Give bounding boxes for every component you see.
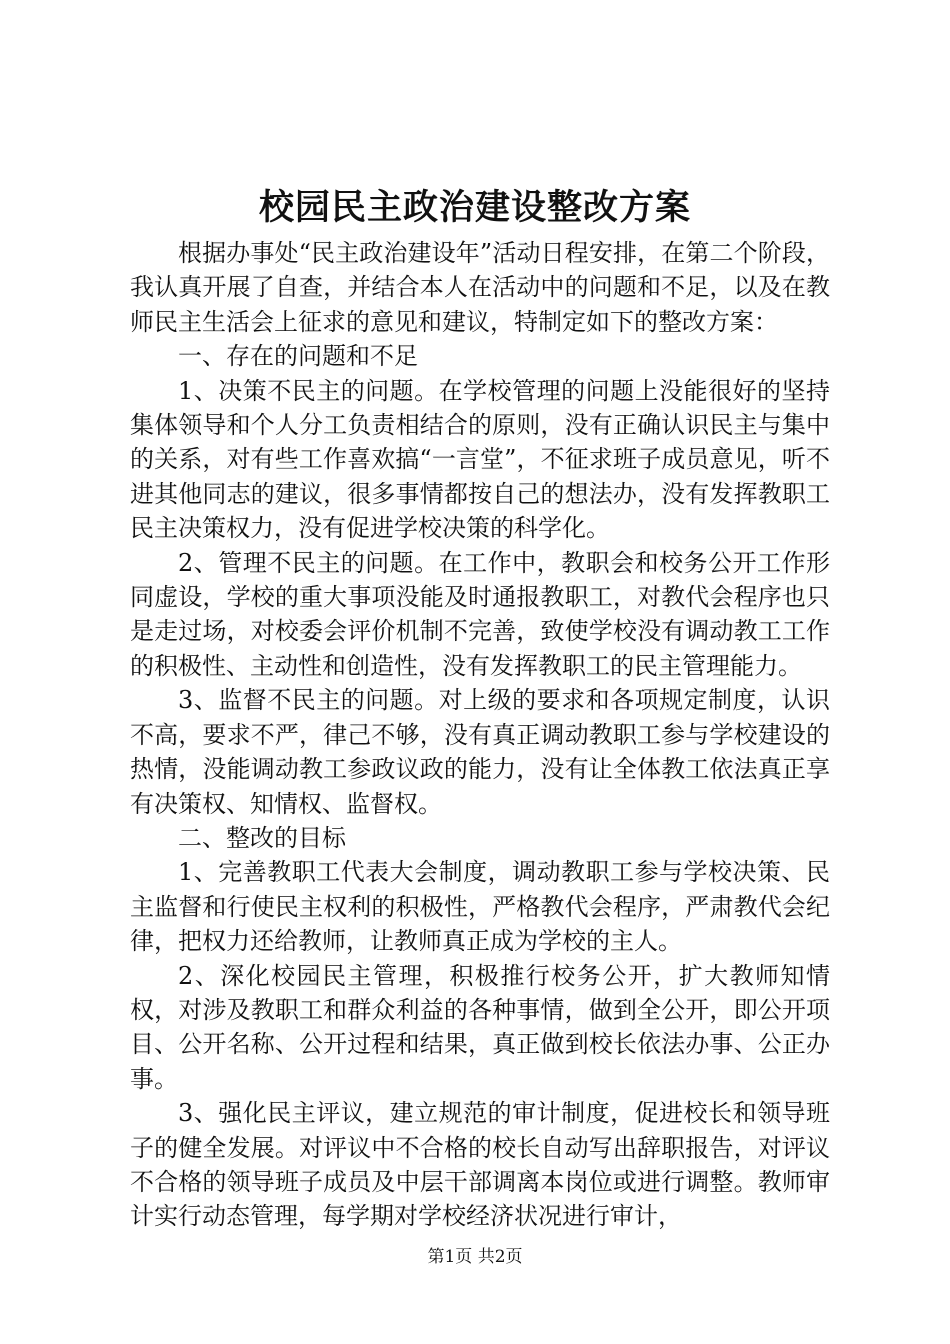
page-number-footer: 第1页 共2页 [427,1247,523,1267]
paragraph-problem-2: 2、管理不民主的问题。在工作中，教职会和校务公开工作形同虚设，学校的重大事项没能及时通报教职工，对教代会程序也只是走过场，对校委会评价机制不完善，致使学校没有调动教工工作的积极性、主动性和创造性，没有发挥教职工的民主管理能力。 [130,548,830,680]
section-heading-problems: 一、存在的问题和不足 [178,342,418,371]
paragraph-goal-2: 2、深化校园民主管理，积极推行校务公开，扩大教师知情权，对涉及教职工和群众利益的各种事情，做到全公开，即公开项目、公开名称、公开过程和结果，真正做到校长依法办事、公正办事。 [130,961,830,1093]
document-body [130,236,830,1234]
paragraph-goal-1: 1、完善教职工代表大会制度，调动教职工参与学校决策、民主监督和行使民主权利的积极性，严格教代会程序，严肃教代会纪律，把权力还给教师，让教师真正成为学校的主人。 [130,858,830,956]
paragraph-intro: 根据办事处“民主政治建设年”活动日程安排，在第二个阶段，我认真开展了自查，并结合本人在活动中的问题和不足，以及在教师民主生活会上征求的意见和建议，特制定如下的整改方案： [130,239,830,336]
paragraph-problem-3: 3、监督不民主的问题。对上级的要求和各项规定制度，认识不高，要求不严，律己不够，没有真正调动教职工参与学校建设的热情，没能调动教工参政议政的能力，没有让全体教工依法真正享有决策权、知情权、监督权。 [130,686,830,818]
paragraph-goal-3: 3、强化民主评议，建立规范的审计制度，促进校长和领导班子的健全发展。对评议中不合格的校长自动写出辞职报告，对评议不合格的领导班子成员及中层干部调离本岗位或进行调整。教师审计实行动态管理，每学期对学校经济状况进行审计， [130,1099,830,1231]
document-title: 校园民主政治建设整改方案 [258,187,691,228]
section-heading-goals: 二、整改的目标 [178,823,346,852]
paragraph-problem-1: 1、决策不民主的问题。在学校管理的问题上没能很好的坚持集体领导和个人分工负责相结合的原则，没有正确认识民主与集中的关系，对有些工作喜欢搞“一言堂”，不征求班子成员意见，听不进其他同志的建议，很多事情都按自己的想法办，没有发挥教职工民主决策权力，没有促进学校决策的科学化。 [130,376,830,543]
